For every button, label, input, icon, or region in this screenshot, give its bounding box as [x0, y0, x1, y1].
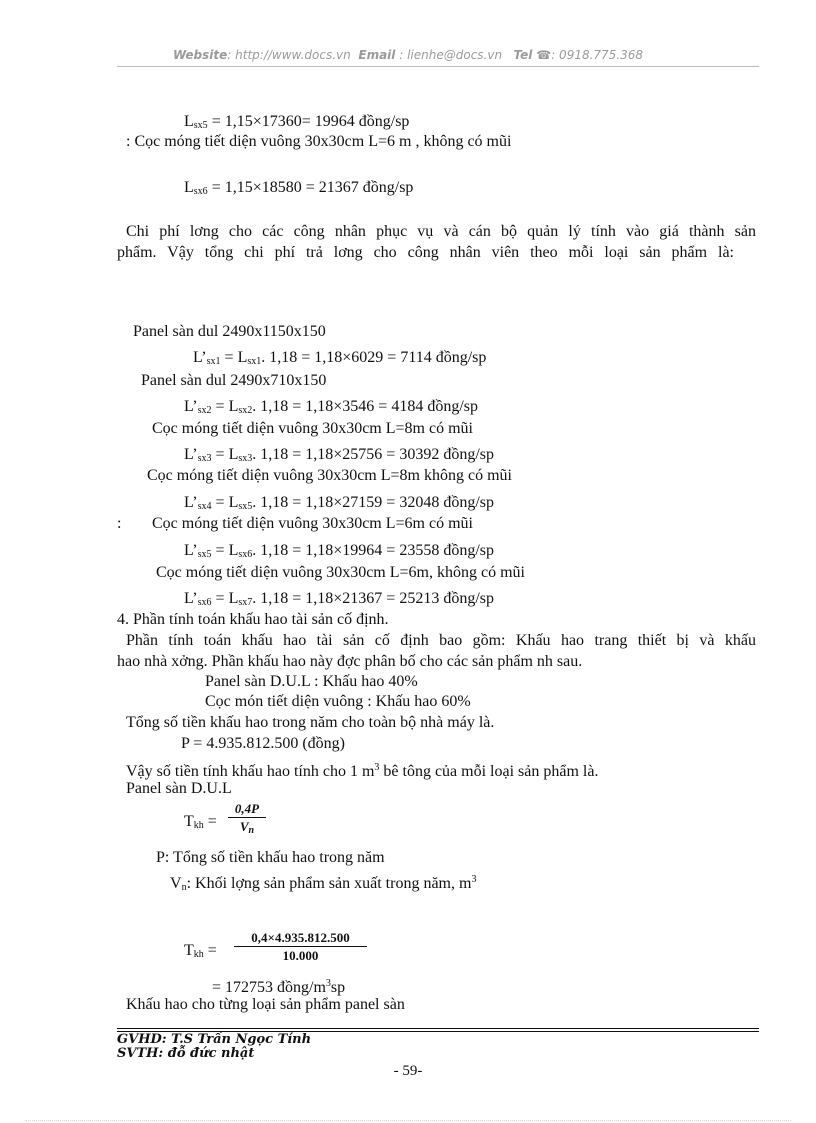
product-label: Cọc móng tiết diện vuông 30x30cm L=8m không có mũi [147, 467, 512, 484]
email-label: Email [358, 48, 396, 62]
tel-label: Tel [513, 48, 533, 62]
phone-icon: ☎ [536, 48, 552, 62]
formula-tkh: $T_{kh}$ = [184, 813, 217, 831]
section-title: 4. Phần tính toán khấu hao tài sản cố định. [117, 611, 389, 628]
paragraph-line: Chi phí lơng cho các công nhân phục vụ và cán bộ quản lý tính vào giá thành sản [126, 223, 756, 240]
page-header [0, 48, 816, 62]
result-line: = 172753 đồng/$m^3sp$ [212, 978, 346, 996]
product-label: Cọc móng tiết diện vuông 30x30cm L=6m, không có mũi [156, 564, 525, 581]
formula-line: $L’_{sx1} = L_{sx1}$. 1,18 = 1,18×6029 = 7114 đồng/sp [193, 349, 487, 367]
paragraph-line: hao nhà xởng. Phần khấu hao này đợc phân bố cho các sản phẩm nh sau. [117, 653, 583, 670]
website-url: : http://www.docs.vn [227, 48, 351, 62]
paragraph-line: Vậy số tiền tính khấu hao tính cho 1 $m^3$ bê tông của mỗi loại sản phẩm là. [126, 762, 599, 780]
allocation-item: Cọc món tiết diện vuông : Khấu hao 60% [205, 693, 471, 710]
product-label: Panel sàn dul 2490x1150x150 [133, 323, 326, 340]
product-label: Cọc móng tiết diện vuông 30x30cm L=6m có mũi [152, 515, 473, 532]
product-label: Panel sàn dul 2490x710x150 [141, 372, 327, 389]
formula-line: $L’_{sx2} = L_{sx2}$. 1,18 = 1,18×3546 = 4184 đồng/sp [184, 398, 478, 416]
website-label: Website [172, 48, 228, 62]
product-label: Panel sàn D.U.L [126, 780, 232, 797]
definition-vn: $V_n$: Khối lợng sản phẩm sản xuất trong năm, $m^3$ [170, 874, 477, 893]
formula-line: $L’_{sx3} = L_{sx3}$. 1,18 = 1,18×25756 = 30392 đồng/sp [184, 446, 494, 464]
formula-line: $L’_{sx5} = L_{sx6}$. 1,18 = 1,18×19964 = 23558 đồng/sp [184, 542, 494, 560]
page-number: - 59- [393, 1063, 423, 1079]
formula-lsx6: $L_{sx6} = 1,15\times 18580 = 21367$ đồng/sp [184, 179, 414, 197]
formula-line: $L’_{sx4} = L_{sx5}$. 1,18 = 1,18×27159 = 32048 đồng/sp [184, 494, 494, 512]
colon-mark: : [117, 515, 122, 532]
footer-rule [117, 1028, 759, 1029]
paragraph-line: phẩm. Vậy tổng chi phí trả lơng cho công nhân viên theo mỗi loại sản phẩm là: [117, 244, 734, 261]
definition-p: P: Tổng số tiền khấu hao trong năm [156, 849, 385, 866]
tel-value: : 0918.775.368 [551, 48, 644, 62]
formula-lsx5: $L_{sx5} = 1,15\times 17360= 19964$ đồng/sp [184, 113, 410, 131]
paragraph-line: Tổng số tiền khấu hao trong năm cho toàn bộ nhà máy là. [126, 714, 495, 731]
email-value: : lienhe@docs.vn [399, 48, 503, 62]
paragraph-line: Phần tính toán khấu hao tài sản cố định bao gồm: Khấu hao trang thiết bị và khấu [126, 632, 756, 649]
formula-p: P = 4.935.812.500 (đồng) [181, 735, 345, 752]
item-pile-6m-no-tip: : Cọc móng tiết diện vuông 30x30cm L=6 m , không có mũi [126, 133, 512, 150]
student-signature: SVTH: đỗ đức nhật [117, 1046, 255, 1061]
bottom-dotted-rule [25, 1120, 791, 1121]
product-label: Cọc móng tiết diện vuông 30x30cm L=8m có mũi [152, 420, 473, 437]
allocation-item: Panel sàn D.U.L : Khấu hao 40% [205, 673, 418, 690]
formula-tkh: $T_{kh}$ = [184, 942, 217, 960]
formula-line: $L’_{sx6} = L_{sx7}$. 1,18 = 1,18×21367 = 25213 đồng/sp [184, 590, 494, 608]
fraction-0-4p-over-vn: 0,4P $V_n$ [228, 801, 266, 838]
fraction-depreciation: 0,4×4.935.812.500 10.000 [234, 930, 367, 963]
paragraph-line: Khấu hao cho từng loại sản phẩm panel sàn [126, 996, 405, 1013]
advisor-signature: GVHD: T.S Trần Ngọc Tính [117, 1032, 312, 1047]
header-rule [117, 66, 759, 67]
